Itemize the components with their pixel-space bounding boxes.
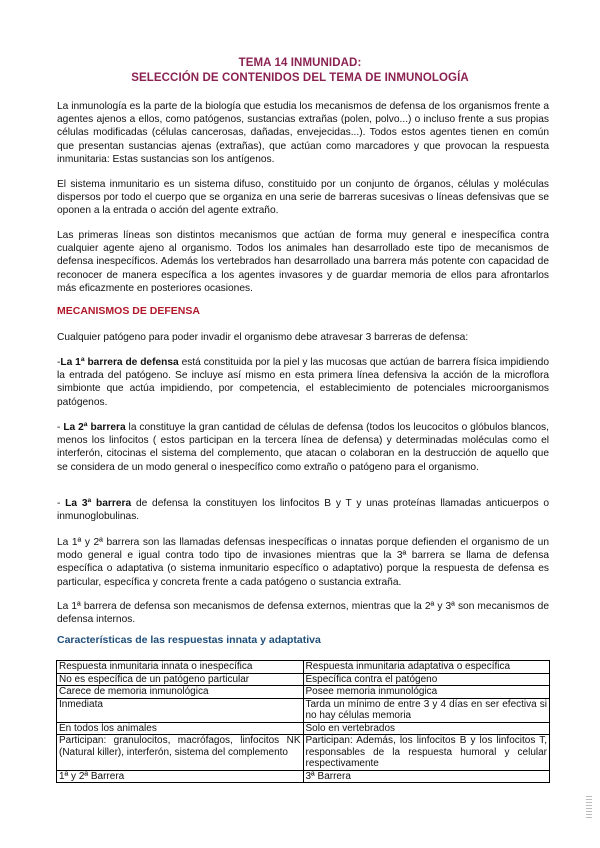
table-cell: Solo en vertebrados <box>303 722 550 735</box>
table-row <box>57 686 550 699</box>
barrera-3-text: de defensa la constituyen los linfocitos B y T y unas proteínas llamadas anticuerpos o inmunoglobulinas. <box>57 498 549 523</box>
table-row <box>57 661 550 674</box>
paragraph-defensas-externas: La 1ª barrera de defensa son mecanismos de defensa externos, mientras que la 2ª y 3ª son mecanismos de defensa internos. <box>57 601 549 626</box>
paragraph-inmunologia: La inmunología es la parte de la biología que estudia los mecanismos de defensa de los organismos frente a agentes ajenos a ellos, como patógenos, sustancias extrañas (polen, polvo...) o incluso frente a sus propias células modificadas (células cancerosas, dañadas, envejecidas...). Todos estos agentes tienen en común que presentan sustancias ajenas (extrañas), que actúan como marcadores y que provocan la respuesta inmunitaria: Estas sustancias son los antígenos. <box>57 101 549 165</box>
barrera-1-heading: La 1ª barrera de defensa <box>60 357 179 368</box>
barrera-1-text: está constituida por la piel y las mucosas que actúan de barrera física impidiendo la entrada del patógeno. Se incluye así mismo en esta primera línea defensiva la acción de la microflora simbionte que actúa impidiendo, por competencia, el establecimiento de potenciales microorganismos patógenos. <box>57 357 549 408</box>
barrera-1-lead: - <box>57 357 61 368</box>
table-cell: No es específica de un patógeno particular <box>57 673 304 686</box>
section-heading-mecanismos: MECANISMOS DE DEFENSA <box>57 305 200 317</box>
table-row <box>57 698 550 722</box>
page-title: TEMA 14 INMUNIDAD: <box>238 57 362 69</box>
barrera-3-lead: - <box>57 498 66 509</box>
table-cell: Respuesta inmunitaria adaptativa o específica <box>303 661 550 674</box>
table-cell: En todos los animales <box>57 722 304 735</box>
page-subtitle: SELECCIÓN DE CONTENIDOS DEL TEMA DE INMUNOLOGÍA <box>131 72 469 84</box>
barrera-2-text: la constituye la gran cantidad de células de defensa (todos los leucocitos o glóbulos blancos, menos los linfocitos ( estos participan en la tercera línea de defensa) y determinadas moléculas como el interferón, citocinas el sistema del complemento, que atacan o colaboran en la destrucción de aquello que se considera de un modo general o inespecífico como extraño o patógeno para el organismo. <box>57 422 549 473</box>
paragraph-barrera-2 <box>57 421 549 474</box>
table-cell: Participan: Además, los linfocitos B y los linfocitos T, responsables de la respuesta humoral y celular respectivamente <box>303 735 550 771</box>
paragraph-defensas-innatas: La 1ª y 2ª barrera son las llamadas defensas inespecíficas o innatas porque defienden el organismo de un modo general e igual contra todo tipo de invasiones mientras que la 3ª barrera se llama de defensa específica o adaptativa (o sistema inmunitario específico o adaptativo) porque la respuesta de defensa es particular, específica y concreta frente a cada patógeno o sustancia extraña. <box>57 537 549 588</box>
table-cell: Tarda un mínimo de entre 3 y 4 días en ser efectiva si no hay células memoria <box>303 698 550 722</box>
table-cell: 3ª Barrera <box>303 770 550 783</box>
paragraph-barrera-1 <box>57 356 549 409</box>
table-row <box>57 722 550 735</box>
table-cell: Carece de memoria inmunológica <box>57 686 304 699</box>
table-row <box>57 673 550 686</box>
table-cell: Inmediata <box>57 698 304 722</box>
barrera-2-heading: La 2ª barrera <box>63 422 126 433</box>
comparison-table <box>56 660 550 783</box>
table-cell: Respuesta inmunitaria innata o inespecífica <box>57 661 304 674</box>
table-cell: Participan: granulocitos, macrófagos, linfocitos NK (Natural killer), interferón, sistema del complemento <box>57 735 304 771</box>
paragraph-barrera-3 <box>57 497 549 523</box>
table-cell: Posee memoria inmunológica <box>303 686 550 699</box>
barrera-3-heading: La 3ª barrera <box>65 498 132 509</box>
table-cell: 1ª y 2ª Barrera <box>57 770 304 783</box>
table-row <box>57 735 550 771</box>
paragraph-sistema-inmunitario: El sistema inmunitario es un sistema difuso, constituido por un conjunto de órganos, células y moléculas dispersos por todo el cuerpo que se organiza en una serie de barreras sucesivas o líneas defensivas que se oponen a la entrada o acción del agente extraño. <box>57 179 549 217</box>
paragraph-primeras-lineas: Las primeras líneas son distintos mecanismos que actúan de forma muy general e inespecífica contra cualquier agente ajeno al organismo. Todos los animales han desarrollado este tipo de mecanismos de defensa inespecíficos. Además los vertebrados han desarrollado una barrera más potente con capacidad de reconocer de manera específica a los agentes invasores y de guardar memoria de ellos para afrontarlos más eficazmente en posteriores ocasiones. <box>57 230 549 294</box>
margin-marker <box>586 796 592 818</box>
barrera-2-lead: - <box>57 422 64 433</box>
subheading-caracteristicas: Características de las respuestas innata y adaptativa <box>57 634 321 646</box>
table-cell: Específica contra el patógeno <box>303 673 550 686</box>
paragraph-intro-barreras: Cualquier patógeno para poder invadir el organismo debe atravesar 3 barreras de defensa: <box>57 332 469 343</box>
table-row <box>57 770 550 783</box>
